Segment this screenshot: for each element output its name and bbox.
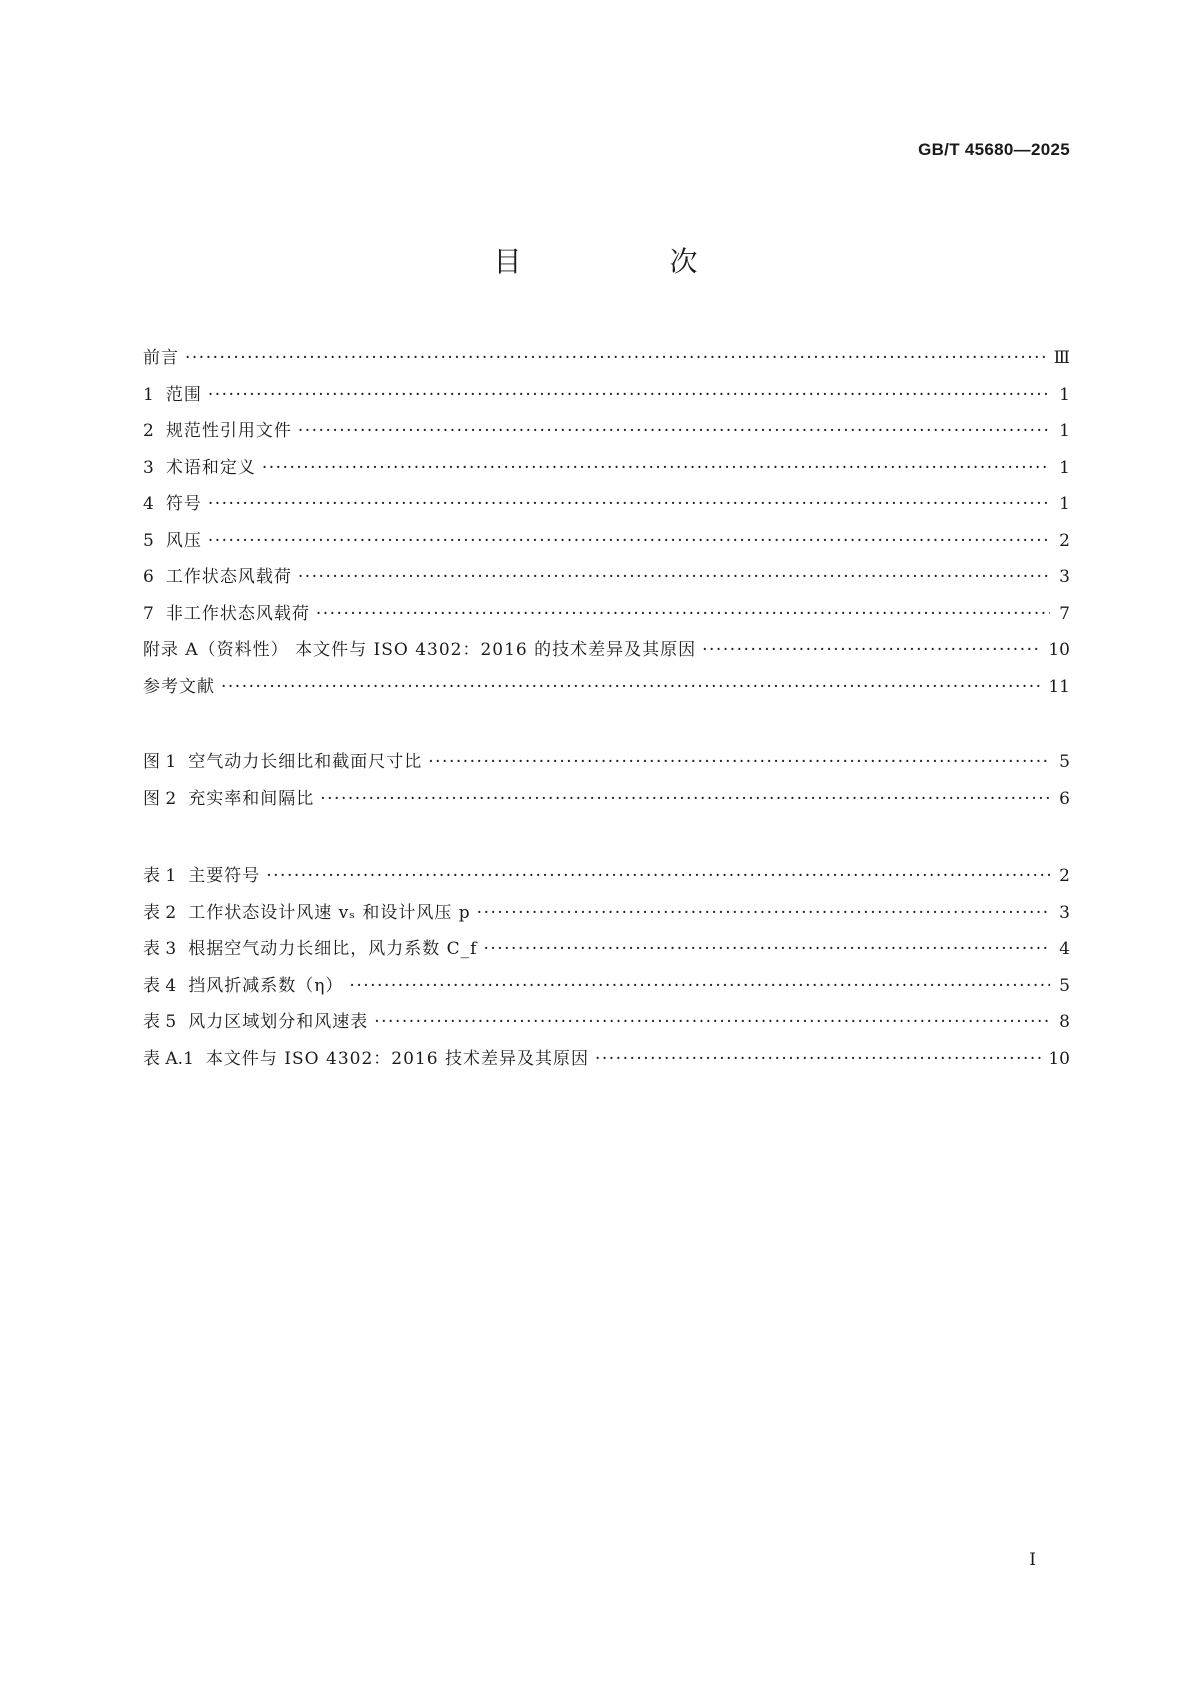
toc-main-list xyxy=(143,340,1070,705)
toc-entry-number: 6 xyxy=(143,567,154,587)
toc-entry-page: 5 xyxy=(1059,975,1070,996)
toc-dot-leader xyxy=(595,1041,1042,1078)
toc-entry[interactable] xyxy=(143,377,1070,414)
toc-tables-list xyxy=(143,858,1070,1077)
toc-entry-page: 6 xyxy=(1059,788,1070,809)
toc-entry[interactable] xyxy=(143,523,1070,560)
toc-entry-label: 根据空气动力长细比，风力系数 C_f xyxy=(188,939,478,959)
toc-entry[interactable] xyxy=(143,781,1070,818)
toc-entry-label: 充实率和间隔比 xyxy=(188,788,315,809)
toc-dot-leader xyxy=(262,450,1050,487)
toc-dot-leader xyxy=(185,340,1048,377)
toc-entry[interactable] xyxy=(143,450,1070,487)
toc-entry-page: 8 xyxy=(1059,1012,1070,1032)
toc-entry-page: 3 xyxy=(1059,902,1070,923)
toc-entry[interactable] xyxy=(143,559,1070,596)
toc-entry-number: 表 5 xyxy=(143,1012,177,1032)
toc-dot-leader xyxy=(266,858,1050,895)
toc-entry-number: 表 1 xyxy=(143,866,177,886)
toc-entry[interactable] xyxy=(143,858,1070,895)
toc-entry-page: 3 xyxy=(1059,567,1070,587)
toc-entry-label: 本文件与 ISO 4302：2016 技术差异及其原因 xyxy=(205,1048,589,1069)
toc-dot-leader xyxy=(208,486,1050,523)
toc-entry-page: 1 xyxy=(1059,494,1070,514)
toc-entry-label: 前言 xyxy=(143,348,179,368)
toc-entry-number: 1 xyxy=(143,384,154,405)
toc-dot-leader xyxy=(320,781,1050,818)
toc-entry-label: 非工作状态风载荷 xyxy=(165,603,310,624)
toc-dot-leader xyxy=(477,895,1050,932)
toc-dot-leader xyxy=(221,669,1042,706)
toc-entry-page: 10 xyxy=(1048,640,1070,660)
toc-entry-page: 7 xyxy=(1059,603,1070,624)
toc-entry[interactable] xyxy=(143,486,1070,523)
toc-entry[interactable] xyxy=(143,632,1070,669)
standard-number: GB/T 45680—2025 xyxy=(918,140,1070,159)
toc-entry-page: 10 xyxy=(1048,1048,1070,1069)
toc-entry-label: 主要符号 xyxy=(188,866,261,886)
toc-entry-number: 表 4 xyxy=(143,975,177,996)
toc-dot-leader xyxy=(208,377,1050,414)
toc-entry[interactable] xyxy=(143,895,1070,932)
toc-entry-label: 空气动力长细比和截面尺寸比 xyxy=(188,752,423,772)
toc-entry[interactable] xyxy=(143,968,1070,1005)
toc-entry-number: 表 2 xyxy=(143,902,177,923)
toc-entry-label: 风压 xyxy=(165,530,202,551)
toc-entry-label: 工作状态设计风速 vₛ 和设计风压 p xyxy=(188,902,471,923)
toc-entry-label: 工作状态风载荷 xyxy=(165,567,292,587)
toc-entry[interactable] xyxy=(143,744,1070,781)
toc-figures-list xyxy=(143,744,1070,817)
toc-entry-label: 附录 A（资料性） 本文件与 ISO 4302：2016 的技术差异及其原因 xyxy=(143,640,697,660)
toc-dot-leader xyxy=(428,744,1050,781)
toc-dot-leader xyxy=(298,559,1050,596)
toc-dot-leader xyxy=(298,413,1050,450)
toc-entry-page: 4 xyxy=(1059,939,1070,959)
toc-entry-page: 1 xyxy=(1059,384,1070,405)
toc-entry-label: 挡风折减系数（η） xyxy=(188,975,344,996)
toc-entry-number: 2 xyxy=(143,421,154,441)
toc-entry-page: Ⅲ xyxy=(1053,348,1070,368)
toc-entry-page: 2 xyxy=(1059,530,1070,551)
toc-dot-leader xyxy=(316,596,1050,633)
toc-entry-number: 图 1 xyxy=(143,752,177,772)
toc-entry-page: 2 xyxy=(1059,866,1070,886)
toc-entry[interactable] xyxy=(143,413,1070,450)
toc-entry[interactable] xyxy=(143,340,1070,377)
toc-entry-number: 3 xyxy=(143,457,154,478)
toc-entry-page: 1 xyxy=(1059,421,1070,441)
toc-entry-label: 符号 xyxy=(165,494,202,514)
toc-dot-leader xyxy=(702,632,1042,669)
toc-entry-number: 7 xyxy=(143,603,154,624)
toc-entry-number: 图 2 xyxy=(143,788,177,809)
toc-entry-number: 5 xyxy=(143,530,154,551)
toc-entry-label: 参考文献 xyxy=(143,676,215,697)
toc-entry-page: 1 xyxy=(1059,457,1070,478)
toc-entry[interactable] xyxy=(143,669,1070,706)
toc-entry[interactable] xyxy=(143,1041,1070,1078)
toc-entry-page: 11 xyxy=(1048,676,1070,697)
toc-entry[interactable] xyxy=(143,1004,1070,1041)
toc-entry-label: 范围 xyxy=(165,384,202,405)
toc-entry-label: 规范性引用文件 xyxy=(165,421,292,441)
page-title: 目 次 xyxy=(493,245,758,278)
toc-entry[interactable] xyxy=(143,931,1070,968)
toc-entry-number: 4 xyxy=(143,494,154,514)
toc-entry-label: 术语和定义 xyxy=(165,457,256,478)
toc-dot-leader xyxy=(374,1004,1050,1041)
toc-entry-label: 风力区域划分和风速表 xyxy=(188,1012,369,1032)
toc-dot-leader xyxy=(208,523,1050,560)
toc-dot-leader xyxy=(349,968,1050,1005)
page-number: Ⅰ xyxy=(1029,1550,1036,1570)
toc-entry-number: 表 A.1 xyxy=(143,1048,194,1069)
toc-entry-page: 5 xyxy=(1059,752,1070,772)
toc-dot-leader xyxy=(483,931,1050,968)
toc-entry[interactable] xyxy=(143,596,1070,633)
toc-entry-number: 表 3 xyxy=(143,939,177,959)
